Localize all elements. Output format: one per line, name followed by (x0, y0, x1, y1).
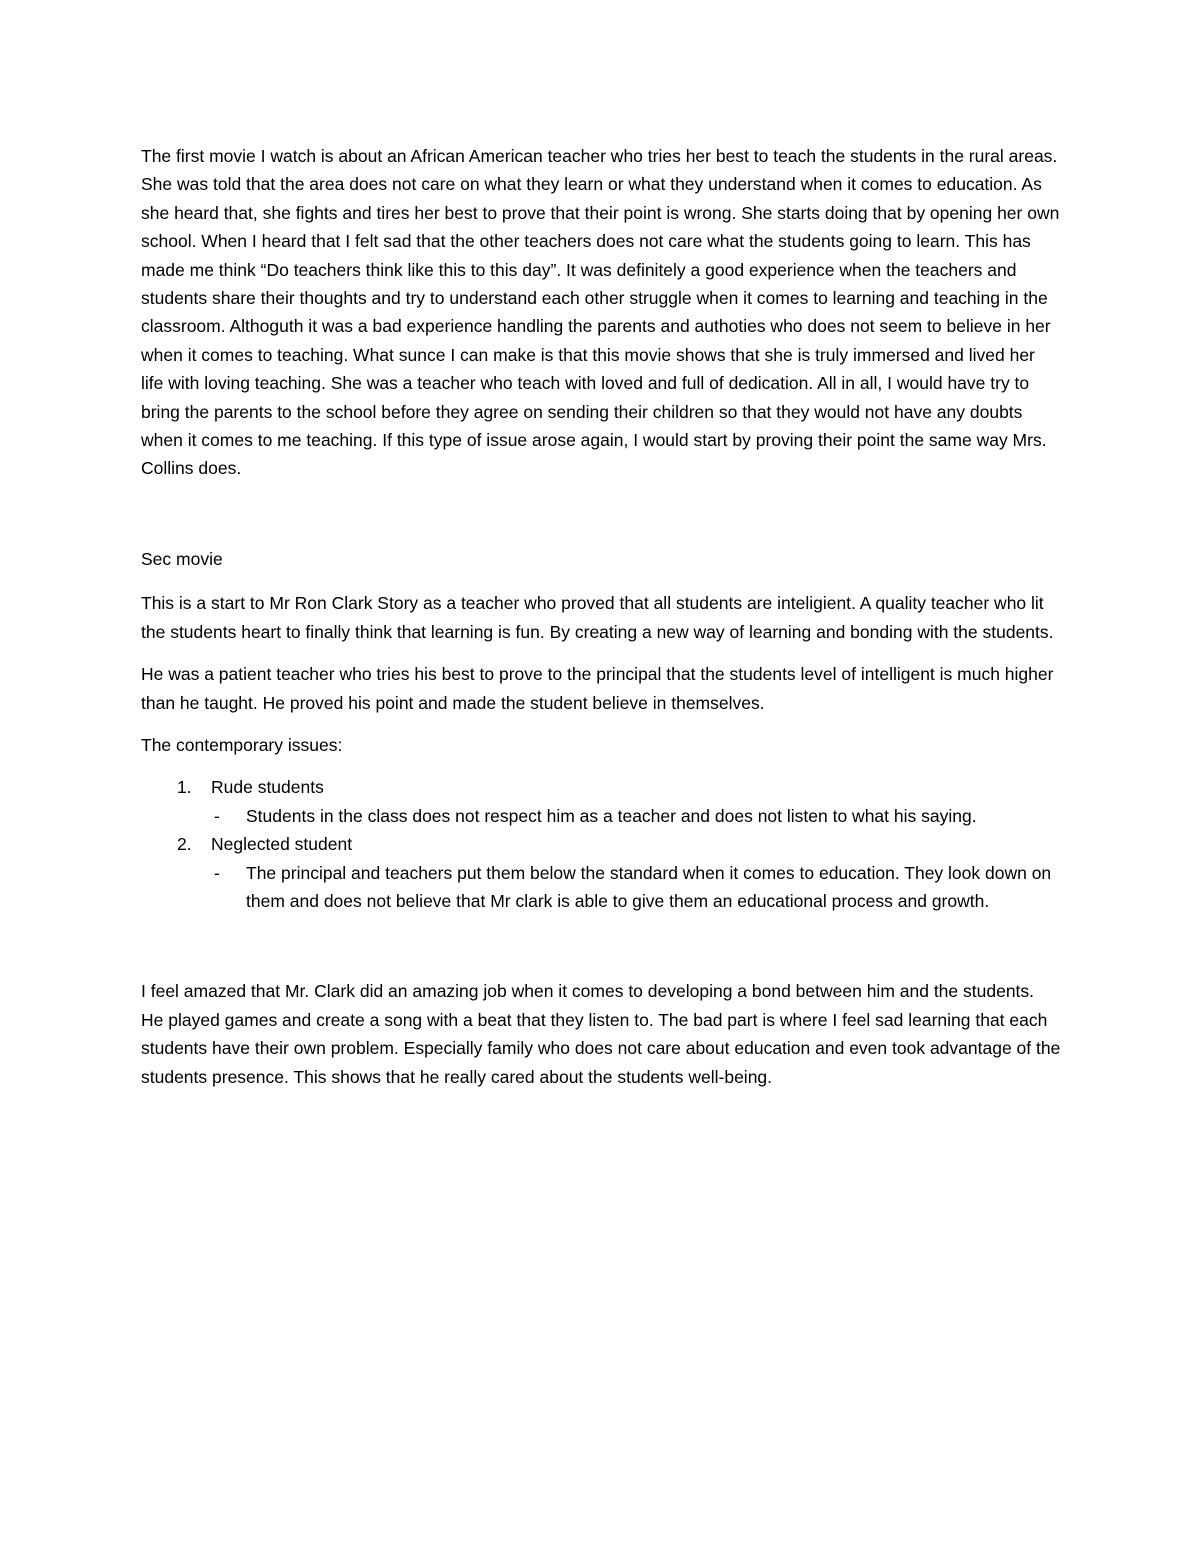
issue-detail-list (211, 802, 1061, 830)
list-item (141, 830, 1061, 915)
dash-bullet: - (214, 862, 220, 883)
issue-detail-list (211, 859, 1061, 916)
document-body (141, 142, 1061, 1091)
list-item (141, 773, 1061, 830)
issue-detail: Students in the class does not respect him as a teacher and does not listen to what his saying. (246, 805, 977, 826)
reflection-paragraph: I feel amazed that Mr. Clark did an amazing job when it comes to developing a bond between him and the students. He played games and create a song with a beat that they listen to. The bad part is where I feel sad learning that each students have their own problem. Especially family who does not care about education and even took advantage of the students presence. This shows that he really cared about the students well-being. (141, 981, 1061, 1087)
first-movie-paragraph: The first movie I watch is about an African American teacher who tries her best to teach the students in the rural areas. She was told that the area does not care on what they learn or what they understand when it comes to education. As she heard that, she fights and tires her best to prove that their point is wrong. She starts doing that by opening her own school. When I heard that I felt sad that the other teachers does not care what the students going to learn. This has made me think “Do teachers think like this to this day”. It was definitely a good experience when the teachers and students share their thoughts and try to understand each other struggle when it comes to learning and teaching in the classroom. Althoguth it was a bad experience handling the parents and authoties who does not seem to believe in her when it comes to teaching. What sunce I can make is that this movie shows that she is truly immersed and lived her life with loving teaching. She was a teacher who teach with loved and full of dedication. All in all, I would have try to bring the parents to the school before they agree on sending their children so that they would not have any doubts when it comes to me teaching. If this type of issue arose again, I would start by proving their point the same way Mrs. Collins does. (141, 146, 1060, 479)
dash-bullet: - (214, 805, 220, 826)
list-number: 1. (177, 777, 192, 798)
issues-heading: The contemporary issues: (141, 734, 343, 755)
ron-clark-intro-paragraph: This is a start to Mr Ron Clark Story as a teacher who proved that all students are inteligient. A quality teacher who lit the students heart to finally think that learning is fun. By creating a new way of learning and bonding with the students. (141, 593, 1054, 642)
list-item (211, 859, 1061, 916)
issues-list (141, 773, 1061, 915)
issue-title: Rude students (211, 777, 324, 798)
list-item (211, 802, 1061, 830)
patient-teacher-paragraph: He was a patient teacher who tries his best to prove to the principal that the students level of intelligent is much higher than he taught. He proved his point and made the student believe in themselves. (141, 664, 1054, 713)
issue-title: Neglected student (211, 834, 353, 855)
list-number: 2. (177, 834, 192, 855)
second-movie-heading: Sec movie (141, 548, 223, 569)
issue-detail: The principal and teachers put them below the standard when it comes to education. They look down on them and does not believe that Mr clark is able to give them an educational process and growth. (246, 862, 1052, 911)
